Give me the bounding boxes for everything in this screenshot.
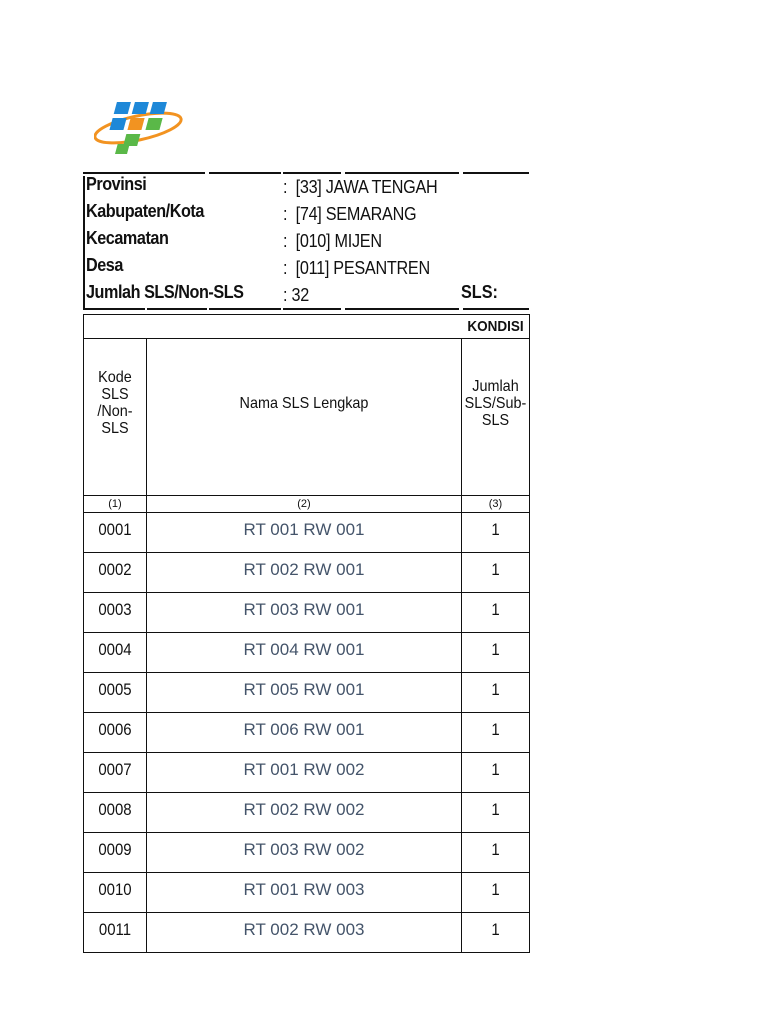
kode-cell: 0011	[98, 920, 132, 939]
jumlah-cell: 1	[491, 800, 500, 819]
provinsi-value: : [33] JAWA TENGAH	[283, 177, 438, 197]
jumlah-header-text: Jumlah SLS/Sub- SLS	[464, 377, 527, 429]
bps-logo	[94, 98, 186, 156]
kode-cell: 0003	[98, 600, 132, 619]
jumlah-cell: 1	[491, 840, 500, 859]
jumlah-sls-value: : 32	[283, 285, 309, 305]
nama-cell: RT 002 RW 001	[243, 560, 365, 579]
nama-cell: RT 001 RW 001	[243, 520, 365, 539]
jumlah-sls-label: Jumlah SLS/Non-SLS	[86, 282, 244, 302]
col-num-1-text: (1)	[108, 498, 122, 510]
kode-cell: 0008	[98, 800, 132, 819]
nama-cell: RT 002 RW 003	[243, 920, 365, 939]
nama-cell: RT 005 RW 001	[243, 680, 365, 699]
kode-cell: 0002	[98, 560, 132, 579]
header-row-desa	[83, 255, 529, 281]
kode-cell: 0005	[98, 680, 132, 699]
sls-label: SLS:	[461, 282, 498, 302]
provinsi-label: Provinsi	[86, 174, 147, 194]
nama-cell: RT 003 RW 001	[243, 600, 365, 619]
region-header	[83, 172, 529, 312]
nama-cell: RT 004 RW 001	[243, 640, 365, 659]
jumlah-cell: 1	[491, 760, 500, 779]
kabupaten-value: : [74] SEMARANG	[283, 204, 417, 224]
kode-cell: 0010	[98, 880, 132, 899]
kode-header-text: Kode SLS /Non- SLS	[97, 369, 133, 437]
nama-cell: RT 001 RW 003	[243, 880, 365, 899]
jumlah-cell: 1	[491, 720, 500, 739]
jumlah-cell: 1	[491, 600, 500, 619]
nama-header-text: Nama SLS Lengkap	[239, 394, 369, 412]
desa-value: : [011] PESANTREN	[283, 258, 430, 278]
kondisi-row	[83, 314, 530, 339]
kode-cell: 0009	[98, 840, 132, 859]
nama-cell: RT 001 RW 002	[243, 760, 365, 779]
jumlah-cell: 1	[491, 640, 500, 659]
col-num-3-text: (3)	[488, 498, 503, 510]
header-row-provinsi	[83, 174, 529, 200]
jumlah-cell: 1	[491, 520, 500, 539]
nama-cell: RT 003 RW 002	[243, 840, 365, 859]
header-row-kabupaten	[83, 201, 529, 227]
nama-cell: RT 006 RW 001	[243, 720, 365, 739]
kode-cell: 0007	[98, 760, 132, 779]
col-num-2-text: (2)	[297, 498, 311, 510]
jumlah-cell: 1	[491, 920, 500, 939]
header-row-kecamatan	[83, 228, 529, 254]
header-row-jumlah	[83, 282, 529, 308]
kondisi-label: KONDISI	[467, 318, 524, 335]
desa-label: Desa	[86, 255, 123, 275]
jumlah-cell: 1	[491, 680, 500, 699]
kode-cell: 0001	[98, 520, 132, 539]
jumlah-cell: 1	[491, 560, 500, 579]
header-bottom-rule	[83, 308, 529, 310]
kode-cell: 0004	[98, 640, 132, 659]
kabupaten-label: Kabupaten/Kota	[86, 201, 204, 221]
kecamatan-value: : [010] MIJEN	[283, 231, 382, 251]
jumlah-cell: 1	[491, 880, 500, 899]
kecamatan-label: Kecamatan	[86, 228, 169, 248]
kode-cell: 0006	[98, 720, 132, 739]
nama-cell: RT 002 RW 002	[243, 800, 365, 819]
